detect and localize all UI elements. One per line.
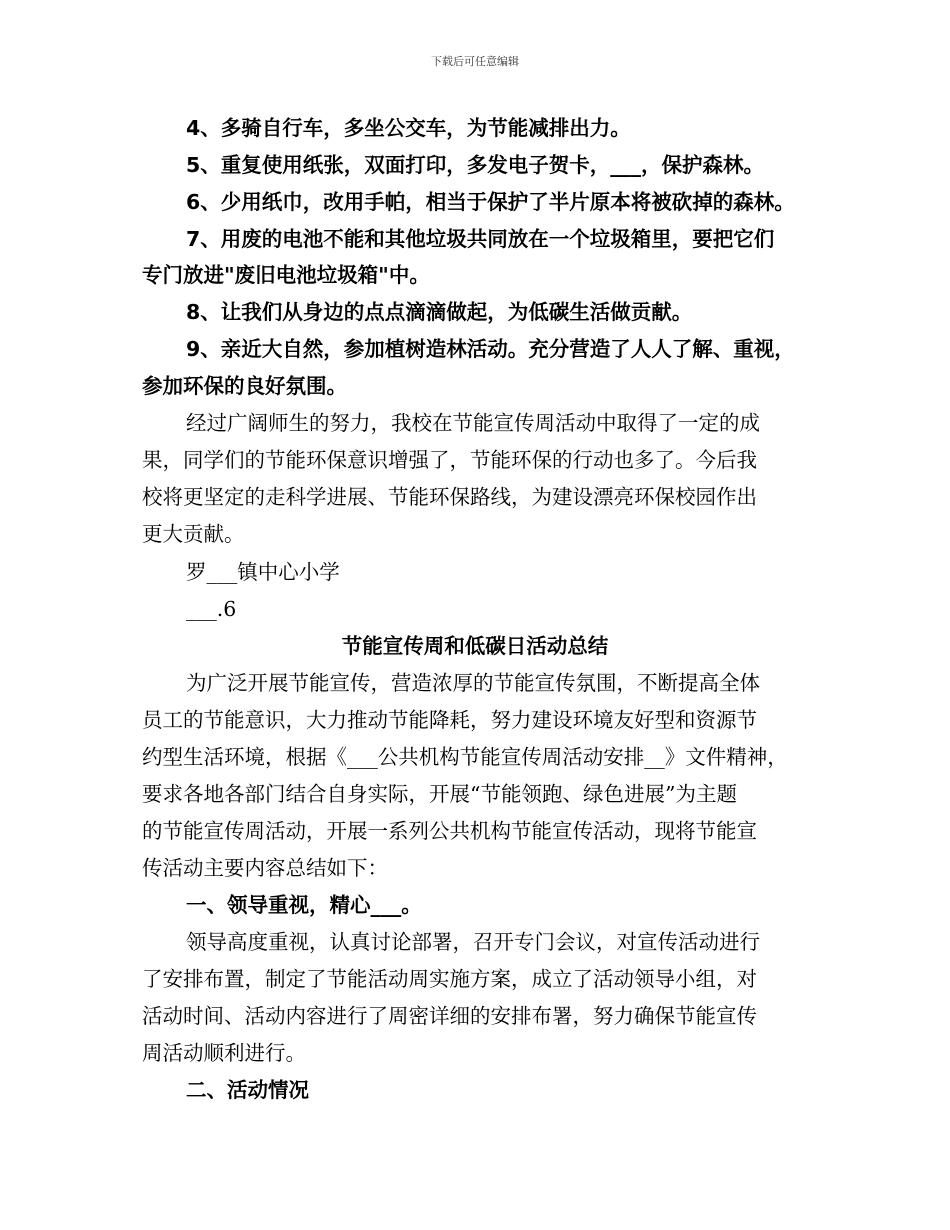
signature-school: 罗___镇中心小学 <box>186 560 340 584</box>
subheading-1: 一、领导重视，精心___。 <box>186 893 422 917</box>
list-item-9-line1: 9、亲近大自然，参加植树造林活动。充分营造了人人了解、重视， <box>186 337 795 361</box>
paragraph-line: 传活动主要内容总结如下： <box>142 856 388 880</box>
list-item-6: 6、少用纸巾，改用手帕，相当于保护了半片原本将被砍掉的森林。 <box>186 190 795 214</box>
list-item-4: 4、多骑自行车，多坐公交车，为节能减排出力。 <box>186 116 631 140</box>
signature-date: ___.6 <box>186 597 237 621</box>
subheading-2: 二、活动情况 <box>186 1078 309 1102</box>
paragraph-line: 周活动顺利进行。 <box>142 1041 306 1065</box>
section-title: 节能宣传周和低碳日活动总结 <box>341 634 609 658</box>
paragraph-line: 经过广阔师生的努力，我校在节能宣传周活动中取得了一定的成 <box>186 411 760 435</box>
paragraph-line: 更大贡献。 <box>142 522 245 546</box>
page-header-note: 下载后可任意编辑 <box>431 55 519 68</box>
paragraph-line: 员工的节能意识，大力推动节能降耗，努力建设环境友好型和资源节 <box>142 708 757 732</box>
list-item-5: 5、重复使用纸张，双面打印，多发电子贺卡，___，保护森林。 <box>186 153 765 177</box>
paragraph-line: 活动时间、活动内容进行了周密详细的安排布署，努力确保节能宣传 <box>142 1004 757 1028</box>
paragraph-line: 校将更坚定的走科学进展、节能环保路线，为建设漂亮环保校园作出 <box>142 485 757 509</box>
paragraph-line: 要求各地各部门结合自身实际，开展“节能领跑、绿色进展”为主题 <box>142 782 737 806</box>
list-item-7-line1: 7、用废的电池不能和其他垃圾共同放在一个垃圾箱里，要把它们 <box>186 227 775 251</box>
paragraph-line: 了安排布置，制定了节能活动周实施方案，成立了活动领导小组，对 <box>142 967 757 991</box>
paragraph-line: 果，同学们的节能环保意识增强了，节能环保的行动也多了。今后我 <box>142 448 757 472</box>
paragraph-line: 领导高度重视，认真讨论部署，召开专门会议，对宣传活动进行 <box>186 930 760 954</box>
list-item-8: 8、让我们从身边的点点滴滴做起，为低碳生活做贡献。 <box>186 300 693 324</box>
paragraph-line: 为广泛开展节能宣传，营造浓厚的节能宣传氛围，不断提高全体 <box>186 671 760 695</box>
list-item-9-line2: 参加环保的良好氛围。 <box>142 374 347 398</box>
list-item-7-line2: 专门放进"废旧电池垃圾箱"中。 <box>142 263 430 287</box>
paragraph-line: 约型生活环境，根据《___公共机构节能宣传周活动安排__》文件精神， <box>142 745 788 769</box>
paragraph-line: 的节能宣传周活动，开展一系列公共机构节能宣传活动，现将节能宣 <box>142 819 757 843</box>
